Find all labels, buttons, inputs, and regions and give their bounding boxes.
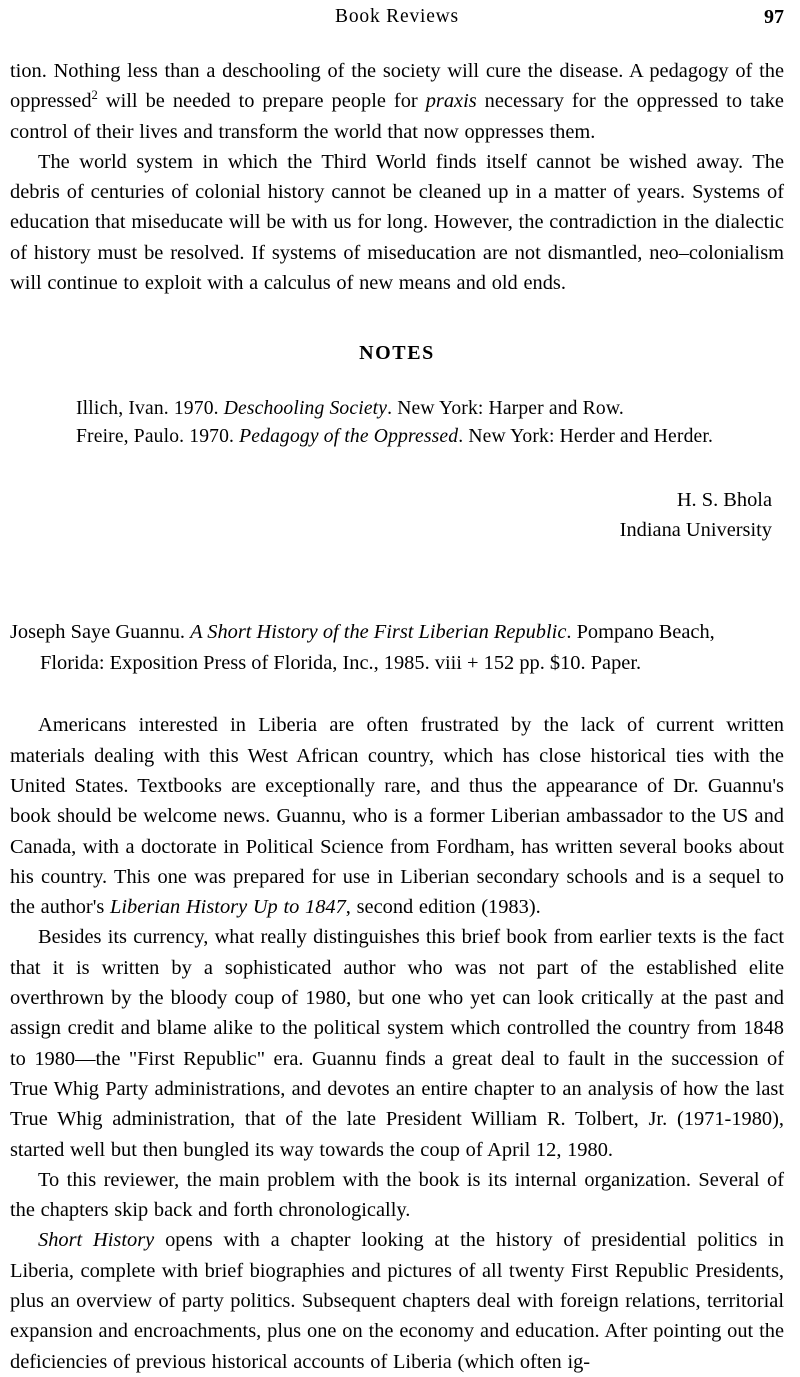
review-one [10, 56, 784, 545]
note-text: Freire, Paulo. 1970. Pedagogy of the Oppressed. New York: Herder and Herder. [76, 426, 714, 448]
running-head-title: Book Reviews [335, 6, 459, 27]
notes-heading: NOTES [359, 342, 435, 365]
note-item [46, 395, 784, 423]
paragraph: To this reviewer, the main problem with the book is its internal organization. Several of the chapters skip back and forth chronologically. [10, 1168, 784, 1222]
page-number: 97 [764, 6, 784, 28]
note-number [46, 395, 76, 423]
review-one-paragraphs [10, 56, 784, 298]
note-text: Illich, Ivan. 1970. Deschooling Society. New York: Harper and Row. [76, 398, 624, 420]
journal-page [0, 4, 800, 1373]
paragraph: Besides its currency, what really distinguishes this brief book from earlier texts is the fact that it is written by a sophisticated author who was not part of the established elite overthrown by the bloody coup of 1980, but one who yet can look critically at the past and assign credit and blame alike to the political system which controlled the country from 1848 to 1980—the "First Republic" era. Guannu finds a great deal to fault in the succession of True Whig Party administrations, and devotes an entire chapter to an analysis of how the last True Whig administration, that of the late President William R. Tolbert, Jr. (1971-1980), started well but then bungled its way towards the coup of April 12, 1980. [10, 926, 784, 1161]
paragraph: The world system in which the Third World finds itself cannot be wished away. The debris of centuries of colonial history cannot be cleaned up in a matter of years. Systems of education that miseducate will be with us for long. However, the contradiction in the dialectic of history must be resolved. If systems of miseducation are not dismantled, neo–colonialism will continue to exploit with a calculus of new means and old ends. [10, 150, 784, 295]
notes-list [10, 395, 784, 451]
paragraph: Short History opens with a chapter looking at the history of presidential politics in Liberia, complete with brief biographies and pictures of all twenty First Republic Presidents, plus an overview of party politics. Subsequent chapters deal with foreign relations, territorial expansion and encroachments, plus one on the economy and education. After pointing out the deficiencies of previous historical accounts of Liberia (which often ig- [10, 1229, 784, 1373]
reviewer-affiliation: Indiana University [619, 519, 772, 542]
running-head [10, 4, 784, 38]
paragraph: Americans interested in Liberia are often frustrated by the lack of current written materials dealing with this West African country, which has close historical ties with the United States. Textbooks are exceptionally rare, and thus the appearance of Dr. Guannu's book should be welcome news. Guannu, who is a former Liberian ambassador to the US and Canada, with a doctorate in Political Science from Fordham, has written several books about his country. This one was prepared for use in Liberian secondary schools and is a sequel to the author's Liberian History Up to 1847, second edition (1983). [10, 714, 784, 919]
book-citation: Joseph Saye Guannu. A Short History of the First Liberian Republic. Pompano Beach, Florida: Exposition Press of Florida, Inc., 1985. viii + 152 pp. $10. Paper. [10, 621, 715, 674]
note-number [46, 423, 76, 451]
reviewer-signature [10, 485, 784, 545]
note-item [46, 423, 784, 451]
reviewer-name: H. S. Bhola [676, 489, 772, 512]
review-two [10, 617, 784, 1377]
review-two-paragraphs [10, 710, 784, 1377]
paragraph: tion. Nothing less than a deschooling of the society will cure the disease. A pedagogy of the oppressed$^2$ will be needed to prepare people for praxis necessary for the oppressed to take control of their lives and transform the world that now oppresses them. [10, 60, 784, 143]
